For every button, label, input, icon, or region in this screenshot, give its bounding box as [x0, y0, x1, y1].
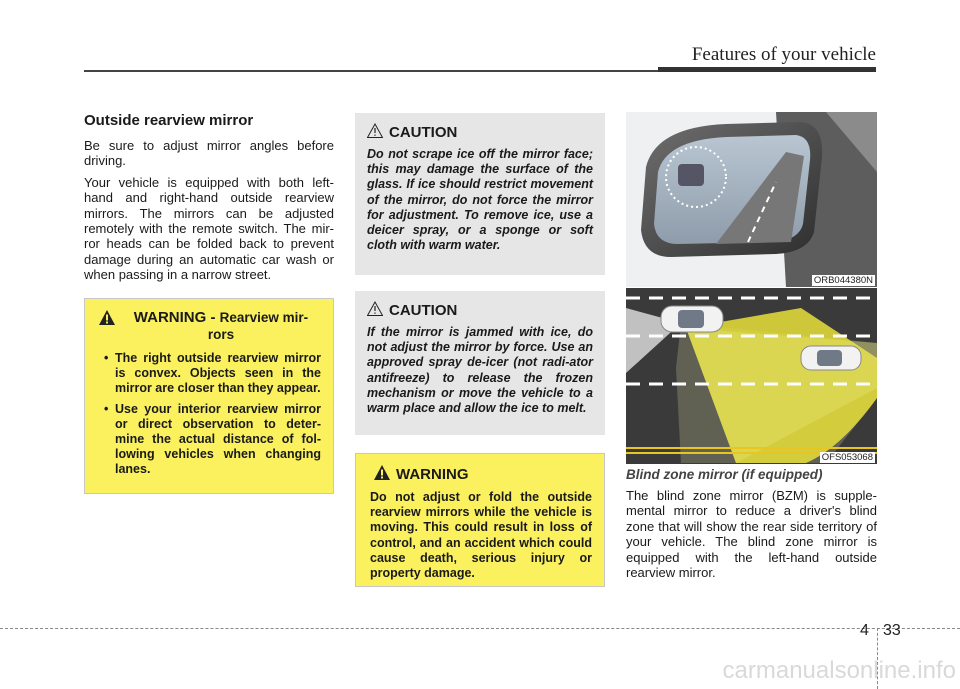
blind-zone-diagram-image: [626, 288, 877, 464]
warning-title: WARNING: [396, 465, 469, 483]
mirror-illustration-image: [626, 112, 877, 287]
warning-title: WARNING -: [133, 308, 216, 326]
warning-subtitle: Rearview mir-rors: [207, 309, 309, 342]
warning-triangle-icon: [99, 310, 115, 329]
warning-box-rearview-mirrors: [84, 298, 334, 494]
paragraph-intro: Be sure to adjust mirror angles before driving.: [84, 138, 334, 169]
page-number: 33: [883, 622, 901, 639]
warning-triangle-icon: [374, 465, 390, 484]
figure-blind-zone-diagram: [626, 288, 877, 464]
warning-title-row: [99, 309, 321, 343]
caution-text: Do not scrape ice off the mirror face; this may damage the surface of the glass. If ice should restrict movement of the mirror, do not force the mirror for adjustment. To remove ice, use a deicer spray, or a sponge or soft cloth with warm water.: [367, 147, 593, 253]
warning-text: Do not adjust or fold the outside rearview mirrors while the vehicle is moving. This could result in loss of control, and an accident which could cause death, serious injury or property damage.: [370, 490, 592, 581]
paragraph-blind-zone: The blind zone mirror (BZM) is supple-mental mirror to reduce a driver's blind zone that will show the rear side territory of your vehicle. The blind zone mirror is equipped with the left-hand outside rearview mirror.: [626, 488, 877, 581]
caution-text: If the mirror is jammed with ice, do not adjust the mirror by force. Use an approved spray de-icer (not radi-ator antifreeze) to release the frozen mechanism or move the vehicle to a warm place and allow the ice to melt.: [367, 325, 593, 416]
subheading: Blind zone mirror (if equipped): [626, 467, 823, 482]
footer-rule: [0, 628, 960, 629]
caution-title-row: [367, 123, 593, 142]
car-icon: [801, 346, 861, 370]
list-item: • The right outside rearview mirror is convex. Objects seen in the mirror are closer than they appear.: [99, 351, 321, 396]
header-bar: [658, 67, 876, 72]
paragraph-mirrors: Your vehicle is equipped with both left-hand and right-hand outside rearview mirrors. The mirrors can be adjusted remotely with the remote switch. The mir-ror heads can be folded back to prevent damage during an automatic car wash or when passing in a narrow street.: [84, 174, 334, 283]
caution-title-row: [367, 301, 593, 320]
caution-triangle-icon: [367, 301, 383, 320]
section-heading: Outside rearview mirror: [84, 112, 254, 129]
figure-mirror-illustration: [626, 112, 877, 287]
caution-box-jammed-mirror: [355, 291, 605, 435]
left-column: [84, 112, 334, 494]
section-header-title: Features of your vehicle: [691, 44, 876, 65]
chapter-number: 4: [860, 622, 869, 639]
warning-list: [99, 351, 321, 477]
car-icon: [661, 306, 723, 332]
caution-box-ice: [355, 113, 605, 275]
figure-caption: ORB044380N: [813, 275, 873, 286]
warning-box-fold-mirrors: [355, 453, 605, 587]
caution-triangle-icon: [367, 123, 383, 142]
caution-title: CAUTION: [389, 302, 458, 319]
figure-caption: OFS053068: [821, 452, 873, 463]
caution-title: CAUTION: [389, 124, 458, 141]
watermark-text: carmanualsonline.info: [722, 657, 956, 684]
blind-zone-section: [626, 467, 877, 586]
list-item: • Use your interior rearview mirror or direct observation to deter-mine the actual distance of fol-lowing vehicles when changing lanes.: [99, 402, 321, 477]
warning-title-row: [374, 464, 592, 484]
